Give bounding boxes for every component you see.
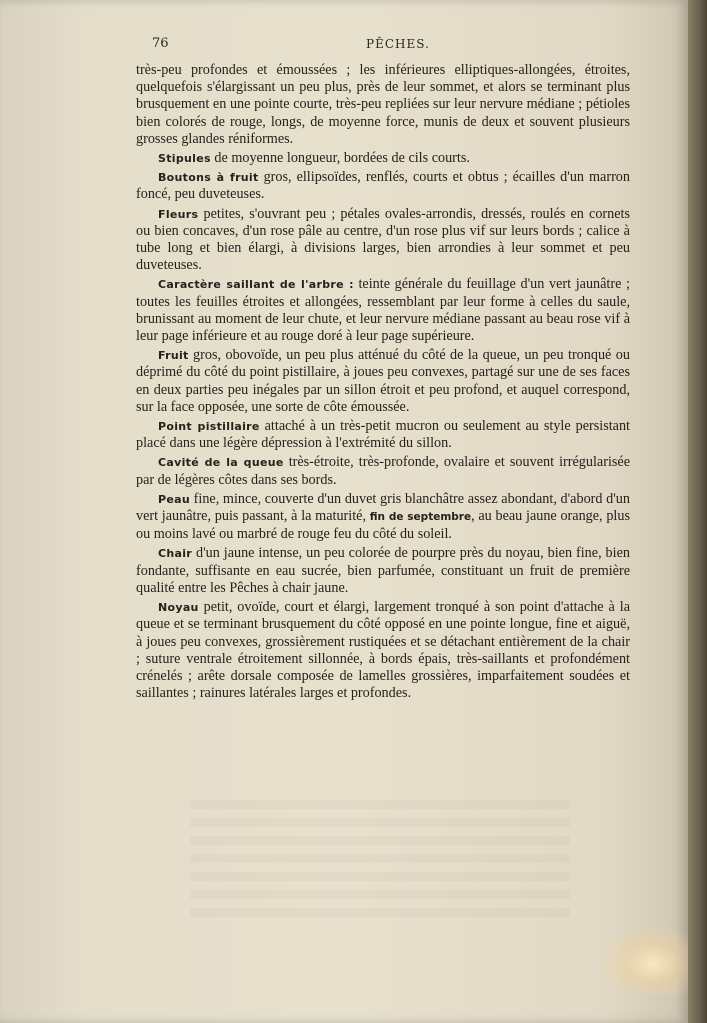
- paragraph-emphasis: fin de septembre: [369, 511, 472, 524]
- paragraph-keyword: Chair: [158, 547, 193, 561]
- paragraph-text-tail: , au beau jaune orange, plus ou moins lavé ou marbré de rouge feu du côté du soleil.: [136, 508, 630, 543]
- paragraph-keyword: Noyau: [158, 601, 199, 615]
- paragraph-text: attaché à un très-petit mucron ou seulement au style persistant placé dans une légère dépression à l'extrémité du sillon.: [136, 418, 630, 452]
- paragraph-text: gros, obovoïde, un peu plus atténué du côté de la queue, un peu tronqué ou déprimé du côté du point pistillaire, à joues peu convexes, partagé sur une de ses faces en deux parties peu inégales par un sillon étroit et peu profond, et auquel correspond, sur la face opposée, une sorte de côte émoussée.: [136, 347, 630, 415]
- paragraph-keyword: Stipules: [158, 152, 211, 166]
- paragraph-text: fine, mince, couverte d'un duvet gris blanchâtre assez abondant, d'abord d'un vert jaunâtre, puis passant, à la maturité,: [136, 490, 630, 525]
- paragraph-text: petites, s'ouvrant peu ; pétales ovales-arrondis, dressés, roulés en cornets ou bien concaves, d'un rose pâle au centre, d'un rose plus vif sur leurs bords ; calice à tube long et bien élargi, à divisions larges, bien arrondies à leur sommet et peu duveteuses.: [136, 205, 630, 274]
- paragraph-keyword: Cavité de la queue: [158, 456, 284, 470]
- paragraph-text: de moyenne longueur, bordées de cils courts.: [210, 150, 470, 167]
- paragraph-peau: [136, 491, 630, 544]
- book-spine-edge: [688, 0, 707, 1023]
- paragraph-caractere: [136, 276, 630, 345]
- paragraph-keyword: Point pistillaire: [158, 420, 260, 434]
- paragraph-chair: [136, 545, 630, 597]
- paragraph-text: très-peu profondes et émoussées ; les inférieures elliptiques-allongées, étroites, quelquefois s'élargissant un peu plus, près de leur sommet, et alors se terminant plus brusquement en une pointe courte, très-peu repliées sur leur nervure médiane ; pétioles bien colorés de rouge, longs, de moyenne force, munis de deux et souvent plusieurs grosses glandes réniformes.: [136, 62, 630, 147]
- paragraph-keyword: Fleurs: [158, 207, 199, 221]
- paragraph-text: teinte générale du feuillage d'un vert jaunâtre ; toutes les feuilles étroites et allongées, ressemblant par leur forme à celles du saule, brunissant au moment de leur chute, et leur nervure médiane passant au beau rose vif à leur page inférieure et au rouge doré à leur page supérieure.: [136, 276, 630, 345]
- paragraph-text: d'un jaune intense, un peu colorée de pourpre près du noyau, bien fine, bien fondante, suffisante en eau sucrée, bien parfumée, constituant un fruit de première qualité entre les Pêches à chair jaune.: [136, 545, 630, 596]
- light-glare: [600, 925, 688, 995]
- page-header: [152, 36, 622, 56]
- paragraph-fruit: [136, 347, 630, 416]
- paragraph-cavite: [136, 454, 630, 488]
- paragraph-text: gros, ellipsoïdes, renflés, courts et obtus ; écailles d'un marron foncé, peu duveteuses.: [136, 169, 630, 203]
- paragraph-keyword: Peau: [158, 492, 190, 506]
- paragraph-keyword: Caractère saillant de l'arbre :: [158, 278, 354, 292]
- paragraph-point-pistillaire: [136, 418, 630, 452]
- paragraph-stipules: [136, 150, 630, 167]
- paragraph-text: petit, ovoïde, court et élargi, largement tronqué à son point d'attache à la queue et se terminant brusquement du côté opposé en une pointe longue, fine et aiguë, à joues peu convexes, grossièrement rustiquées et se détachant entièrement de la chair ; suture ventrale étroitement sillonnée, à bords épais, très-saillants et profondément crénelés ; arête dorsale composée de lamelles grossières, imparfaitement soudées et saillantes ; rainures latérales larges et profondes.: [136, 599, 630, 702]
- paragraph-keyword: Fruit: [158, 349, 189, 363]
- paragraph-boutons: [136, 169, 630, 203]
- paragraph-text: très-étroite, très-profonde, ovalaire et souvent irrégularisée par de légères côtes dans ses bords.: [136, 454, 631, 488]
- paragraph-fleurs: [136, 206, 630, 275]
- body-text: [136, 62, 630, 704]
- paragraph-keyword: Boutons à fruit: [158, 171, 259, 185]
- page-number: 76: [152, 36, 169, 51]
- running-title: PÊCHES.: [366, 37, 430, 51]
- show-through-texture: [190, 800, 570, 920]
- paragraph-leaves-continued: [136, 62, 630, 148]
- paragraph-noyau: [136, 599, 630, 702]
